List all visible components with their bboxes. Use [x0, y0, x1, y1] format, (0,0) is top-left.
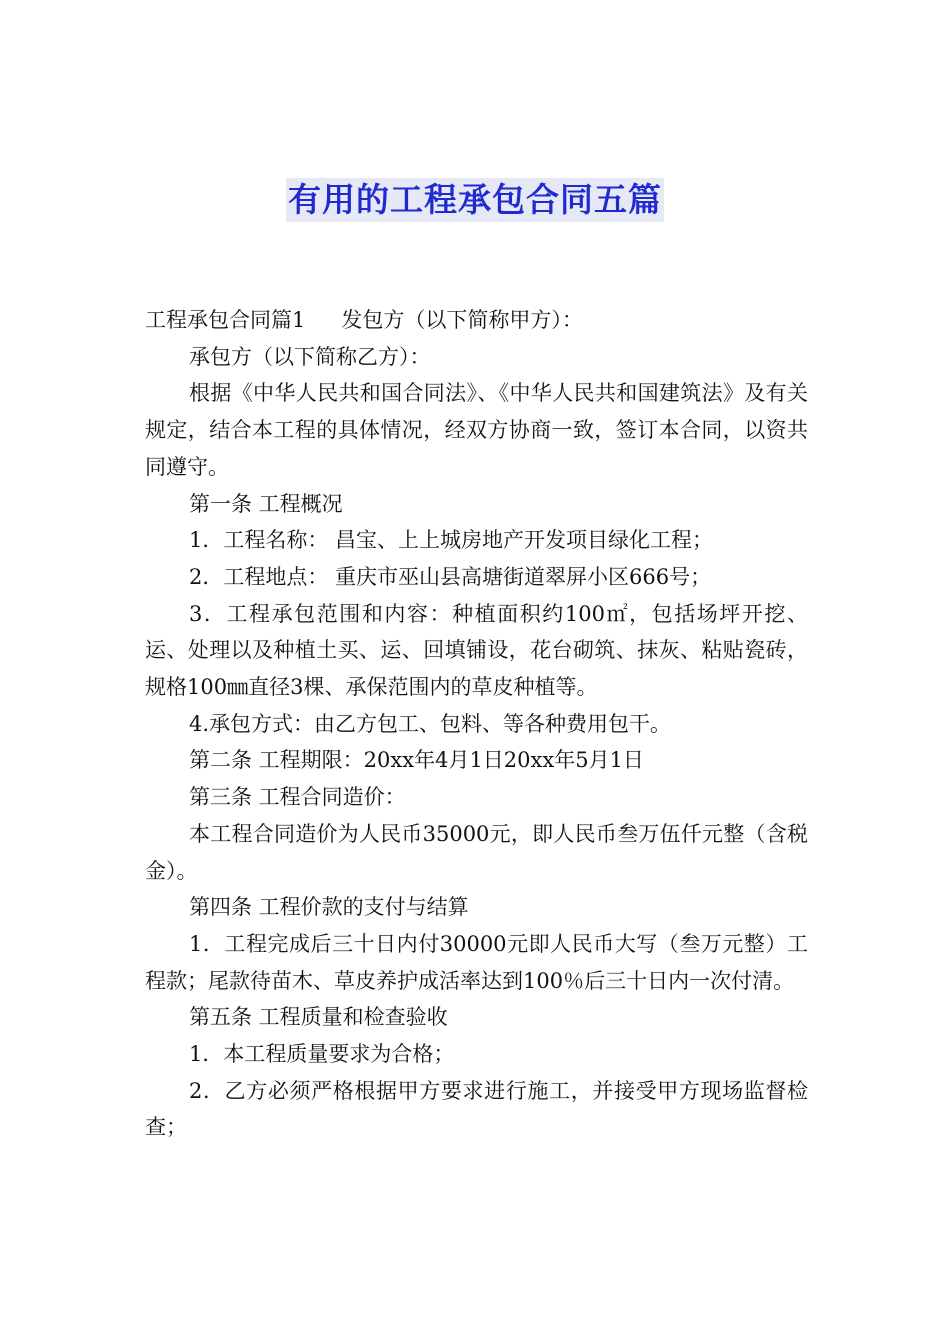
intro-line [145, 302, 808, 339]
paragraph: 1．本工程质量要求为合格； [189, 1042, 455, 1067]
party-a-label: 发包方（以下简称甲方）： [341, 308, 583, 332]
contract-heading: 工程承包合同篇1 [145, 308, 306, 332]
section-heading: 第四条 工程价款的支付与结算 [189, 895, 469, 920]
section-heading: 第二条 工程期限：20xx年4月1日20xx年5月1日 [189, 748, 644, 773]
paragraph: 2．工程地点： 重庆市巫山县高塘街道翠屏小区666号； [189, 564, 712, 589]
document-body [145, 302, 808, 1146]
section-heading: 第三条 工程合同造价： [189, 785, 406, 810]
document-title: 有用的工程承包合同五篇 [286, 178, 664, 222]
section-heading: 第一条 工程概况 [189, 491, 343, 516]
paragraph: 3．工程承包范围和内容：种植面积约100㎡，包括场坪开挖、运、处理以及种植土买、运、回填铺设，花台砌筑、抹灰、粘贴瓷砖，规格100㎜直径3棵、承保范围内的草皮种植等。 [145, 601, 808, 700]
paragraph: 承包方（以下简称乙方）： [189, 344, 431, 369]
paragraph: 本工程合同造价为人民币35000元，即人民币叁万伍仟元整（含税金）。 [145, 821, 808, 883]
document-title-wrap [0, 178, 950, 222]
paragraph: 1．工程完成后三十日内付30000元即人民币大写（叁万元整）工程款；尾款待苗木、草皮养护成活率达到100％后三十日内一次付清。 [145, 931, 808, 993]
section-heading: 第五条 工程质量和检查验收 [189, 1005, 448, 1030]
paragraph: 4.承包方式：由乙方包工、包料、等各种费用包干。 [189, 711, 672, 736]
paragraph: 1．工程名称： 昌宝、上上城房地产开发项目绿化工程； [189, 528, 714, 553]
paragraph: 根据《中华人民共和国合同法》、《中华人民共和国建筑法》及有关规定，结合本工程的具体情况，经双方协商一致，签订本合同，以资共同遵守。 [145, 381, 808, 479]
paragraph: 2．乙方必须严格根据甲方要求进行施工，并接受甲方现场监督检查； [145, 1078, 808, 1140]
